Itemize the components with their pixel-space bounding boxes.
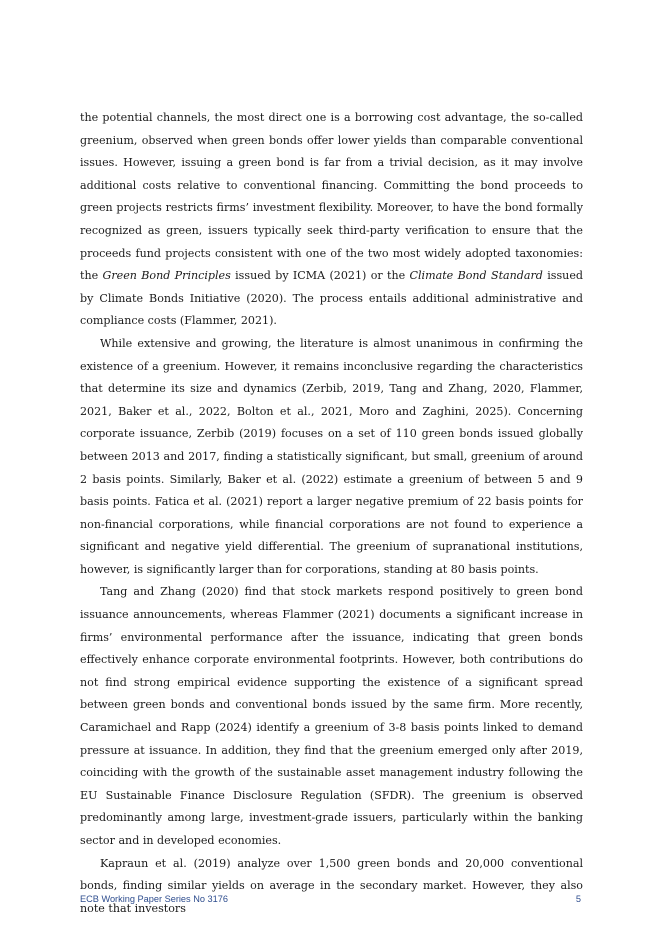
paragraph-4 — [80, 853, 583, 921]
page-footer — [80, 894, 583, 908]
paragraph-1-text-c: issued by Climate Bonds Initiative (2020). The process entails additional administrative and compliance costs (Flammer, 2021). — [80, 269, 583, 328]
paragraph-1 — [80, 107, 583, 333]
paragraph-3-text: Tang and Zhang (2020) find that stock markets respond positively to green bond issuance announcements, whereas Flammer (2021) documents a significant increase in firms’ environmental performance after the issuance, indicating that green bonds effectively enhance corporate environmental footprints. However, both contributions do not find strong empirical evidence supporting the existence of a significant spread between green bonds and conventional bonds issued by the same firm. More recently, Caramichael and Rapp (2024) identify a greenium of 3-8 basis points linked to demand pressure at issuance. In addition, they find that the greenium emerged only after 2019, coinciding with the growth of the sustainable asset management industry following the EU Sustainable Finance Disclosure Regulation (SFDR). The greenium is observed predominantly among large, investment-grade issuers, particularly within the banking sector and in developed economies. — [80, 585, 583, 847]
paragraph-4-text: Kapraun et al. (2019) analyze over 1,500 green bonds and 20,000 conventional bonds, finding similar yields on average in the secondary market. However, they also note that investors — [80, 856, 583, 915]
paragraph-1-text-a: the potential channels, the most direct one is a borrowing cost advantage, the so-called greenium, observed when green bonds offer lower yields than comparable conventional issues. However, issuing a green bond is far from a trivial decision, as it may involve additional costs relative to conventional financing. Committing the bond proceeds to green projects restricts firms’ investment flexibility. Moreover, to have the bond formally recognized as green, issuers typically seek third-party verification to ensure that the proceeds fund projects consistent with one of the two most widely adopted taxonomies: the — [80, 111, 583, 283]
body-text — [80, 107, 583, 920]
paragraph-2 — [80, 333, 583, 582]
paragraph-1-text-b: issued by ICMA (2021) or the — [230, 269, 410, 283]
green-bond-principles-title: Green Bond Principles — [102, 269, 231, 283]
page-number: 5 — [575, 894, 581, 904]
series-label: ECB Working Paper Series No 3176 — [80, 894, 228, 904]
paragraph-3 — [80, 581, 583, 852]
paragraph-2-text: While extensive and growing, the literature is almost unanimous in confirming the existence of a greenium. However, it remains inconclusive regarding the characteristics that determine its size and dynamics (Zerbib, 2019, Tang and Zhang, 2020, Flammer, 2021, Baker et al., 2022, Bolton et al., 2021, Moro and Zaghini, 2025). Concerning corporate issuance, Zerbib (2019) focuses on a set of 110 green bonds issued globally between 2013 and 2017, finding a statistically significant, but small, greenium of around 2 basis points. Similarly, Baker et al. (2022) estimate a greenium of between 5 and 9 basis points. Fatica et al. (2021) report a larger negative premium of 22 basis points for non-financial corporations, while financial corporations are not found to experience a significant and negative yield differential. The greenium of supranational institutions, however, is significantly larger than for corporations, standing at 80 basis points. — [80, 336, 583, 576]
climate-bond-standard-title: Climate Bond Standard — [409, 269, 543, 283]
